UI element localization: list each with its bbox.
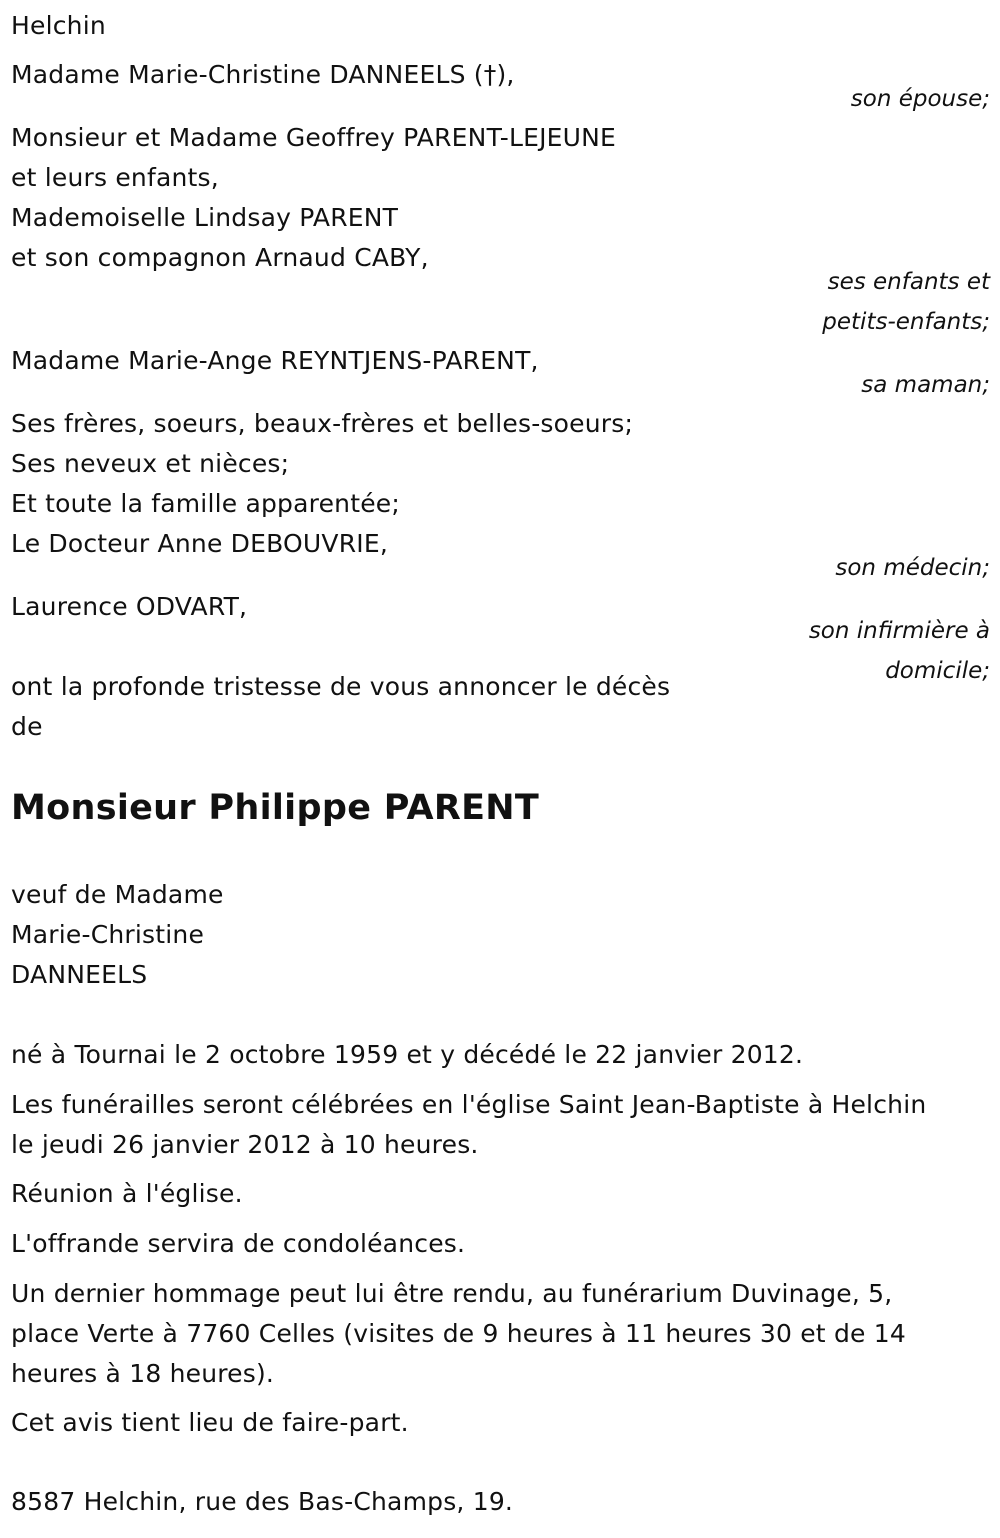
meeting-line: Réunion à l'église. [11, 1179, 243, 1208]
nurse-line: Laurence ODVART, [11, 592, 248, 621]
nurse-relation-1: son infirmière à [808, 618, 990, 644]
address-line: 8587 Helchin, rue des Bas-Champs, 19. [11, 1487, 514, 1516]
mother-line: Madame Marie-Ange REYNTJENS-PARENT, [11, 346, 539, 375]
others-line-1: Ses frères, soeurs, beaux-frères et belles-soeurs; [11, 409, 634, 438]
nurse-relation-2: domicile; [885, 658, 990, 684]
children-line-1: Monsieur et Madame Geoffrey PARENT-LEJEUNE [11, 123, 617, 152]
mother-relation: sa maman; [861, 372, 990, 398]
homage-line-2: place Verte à 7760 Celles (visites de 9 heures à 11 heures 30 et de 14 [11, 1319, 906, 1348]
announcement-line-1: ont la profonde tristesse de vous annoncer le décès [11, 672, 671, 701]
offering-line: L'offrande servira de condoléances. [11, 1229, 466, 1258]
deceased-name: Monsieur Philippe PARENT [11, 788, 540, 828]
notice-line: Cet avis tient lieu de faire-part. [11, 1408, 409, 1437]
homage-line-3: heures à 18 heures). [11, 1359, 275, 1388]
children-relation-2: petits-enfants; [822, 309, 990, 335]
others-line-3: Et toute la famille apparentée; [11, 489, 400, 518]
funeral-line-1: Les funérailles seront célébrées en l'église Saint Jean-Baptiste à Helchin [11, 1090, 927, 1119]
birth-death-line: né à Tournai le 2 octobre 1959 et y décédé le 22 janvier 2012. [11, 1040, 804, 1069]
widower-line-1: veuf de Madame [11, 880, 224, 909]
widower-line-3: DANNEELS [11, 960, 148, 989]
children-relation-1: ses enfants et [827, 269, 990, 295]
homage-line-1: Un dernier hommage peut lui être rendu, au funérarium Duvinage, 5, [11, 1279, 893, 1308]
children-line-2: et leurs enfants, [11, 163, 219, 192]
widower-line-2: Marie-Christine [11, 920, 205, 949]
header-place: Helchin [11, 11, 106, 40]
children-line-4: et son compagnon Arnaud CABY, [11, 243, 429, 272]
spouse-relation: son épouse; [850, 86, 990, 112]
children-line-3: Mademoiselle Lindsay PARENT [11, 203, 399, 232]
announcement-line-2: de [11, 712, 43, 741]
doctor-relation: son médecin; [835, 555, 990, 581]
others-line-4: Le Docteur Anne DEBOUVRIE, [11, 529, 389, 558]
spouse-line: Madame Marie-Christine DANNEELS (†), [11, 60, 515, 89]
funeral-line-2: le jeudi 26 janvier 2012 à 10 heures. [11, 1130, 479, 1159]
others-line-2: Ses neveux et nièces; [11, 449, 290, 478]
